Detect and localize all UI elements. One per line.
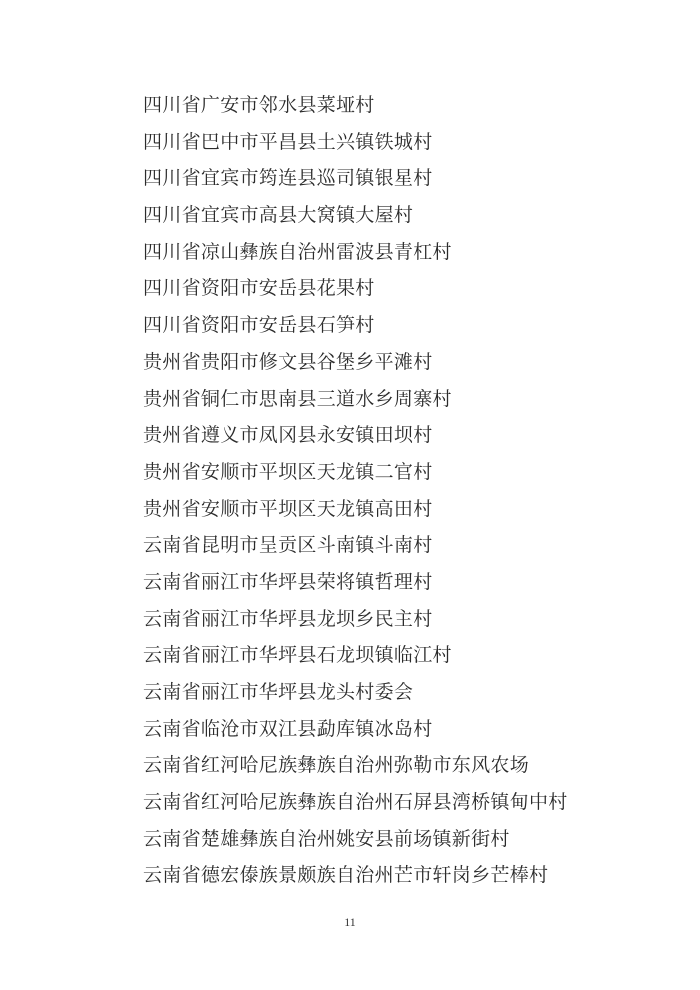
page-number: 11 xyxy=(344,915,356,929)
list-item: 贵州省遵义市凤冈县永安镇田坝村 xyxy=(143,425,433,447)
list-item: 云南省丽江市华坪县龙坝乡民主村 xyxy=(143,608,433,630)
list-item: 云南省昆明市呈贡区斗南镇斗南村 xyxy=(143,535,433,557)
list-item: 四川省宜宾市高县大窝镇大屋村 xyxy=(143,205,414,227)
list-item: 贵州省安顺市平坝区天龙镇高田村 xyxy=(143,498,433,520)
list-item: 云南省丽江市华坪县石龙坝镇临江村 xyxy=(143,645,452,667)
list-item: 四川省凉山彝族自治州雷波县青杠村 xyxy=(143,241,452,263)
list-item: 贵州省安顺市平坝区天龙镇二官村 xyxy=(143,461,433,483)
village-name-list xyxy=(143,88,613,895)
list-item: 云南省丽江市华坪县龙头村委会 xyxy=(143,682,414,703)
list-item: 四川省宜宾市筠连县巡司镇银星村 xyxy=(143,168,433,190)
list-item: 贵州省铜仁市思南县三道水乡周寨村 xyxy=(143,388,452,410)
list-item: 贵州省贵阳市修文县谷堡乡平滩村 xyxy=(143,351,433,373)
list-item: 云南省红河哈尼族彝族自治州弥勒市东风农场 xyxy=(143,755,530,777)
list-item: 四川省资阳市安岳县石笋村 xyxy=(143,315,375,337)
list-item: 云南省丽江市华坪县荣将镇哲理村 xyxy=(143,571,433,593)
list-item: 四川省广安市邻水县菜垭村 xyxy=(143,95,375,116)
list-item: 云南省楚雄彝族自治州姚安县前场镇新街村 xyxy=(143,828,510,850)
list-item: 四川省巴中市平昌县土兴镇铁城村 xyxy=(143,131,433,153)
list-item: 云南省临沧市双江县勐库镇冰岛村 xyxy=(143,718,433,740)
list-item: 四川省资阳市安岳县花果村 xyxy=(143,278,375,300)
list-item: 云南省德宏傣族景颇族自治州芒市轩岗乡芒棒村 xyxy=(143,865,549,887)
list-item: 云南省红河哈尼族彝族自治州石屏县湾桥镇甸中村 xyxy=(143,792,568,814)
